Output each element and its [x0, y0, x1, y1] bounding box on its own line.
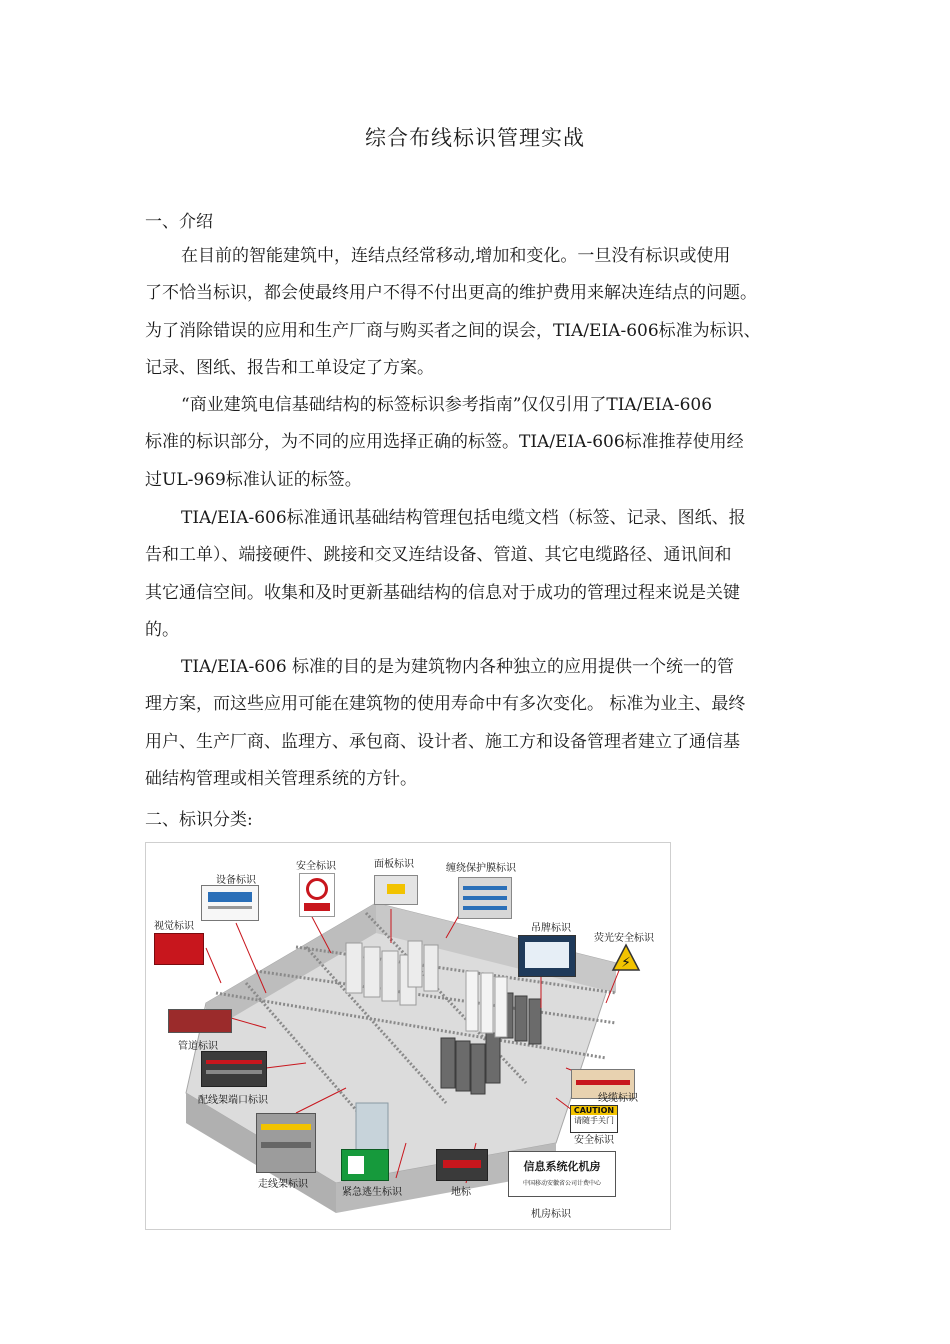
paragraph-line: 在目前的智能建筑中，连结点经常移动,增加和变化。一旦没有标识或使用: [181, 246, 731, 266]
fluorescent-warning-icon: [611, 943, 641, 973]
labeling-diagram-figure: [145, 842, 671, 1230]
paragraph-1: [145, 238, 817, 387]
paragraph-line: 为了消除错误的应用和生产厂商与购买者之间的误会，TIA/EIA-606标准为标识、: [145, 320, 761, 341]
paragraph-4: [145, 649, 817, 798]
paragraph-line: 标准的标识部分，为不同的应用选择正确的标签。TIA/EIA-606标准推荐使用经: [145, 432, 744, 453]
paragraph-line: 记录、图纸、报告和工单设定了方案。: [145, 357, 434, 378]
label-conduit: 管道标识: [178, 1041, 218, 1052]
label-safety-right: 安全标识: [574, 1135, 614, 1146]
paragraph-2: [145, 387, 817, 499]
room-sign-title: 信息系统化机房: [523, 1160, 601, 1173]
paragraph-line: 础结构管理或相关管理系统的方针。: [145, 768, 417, 789]
cable-protection-icon: [458, 877, 512, 919]
label-equipment: 设备标识: [216, 875, 256, 886]
paragraph-line: 用户、生产厂商、监理方、承包商、设计者、施工方和设备管理者建立了通信基: [145, 731, 740, 752]
paragraph-line: 理方案，而这些应用可能在建筑物的使用寿命中有多次变化。 标准为业主、最终: [145, 694, 746, 715]
svg-text:⚡: ⚡: [621, 955, 631, 971]
patch-panel-icon: [201, 1051, 267, 1087]
emergency-exit-icon: [341, 1149, 389, 1181]
panel-sign-icon: [374, 875, 418, 905]
caution-text: CAUTION: [571, 1106, 617, 1115]
paragraph-line: “商业建筑电信基础结构的标签标识参考指南”仅仅引用了TIA/EIA-606: [181, 395, 713, 415]
label-cable: 线缆标识: [598, 1093, 638, 1104]
label-cable-protect: 缠绕保护膜标识: [446, 863, 516, 874]
label-hanging: 吊牌标识: [531, 923, 571, 934]
section-heading-intro: 一、介绍: [145, 212, 213, 232]
label-escape: 紧急逃生标识: [342, 1187, 402, 1198]
hanging-sign-icon: [518, 935, 576, 977]
paragraph-line: TIA/EIA-606标准通讯基础结构管理包括电缆文档（标签、记录、图纸、报: [181, 508, 746, 528]
equipment-sign-icon: [201, 885, 259, 921]
cable-tray-sign-icon: [256, 1113, 316, 1173]
conduit-sign-icon: [168, 1009, 232, 1033]
label-floor: 地标: [451, 1187, 471, 1198]
safety-sign-icon: [299, 873, 335, 917]
paragraph-line: TIA/EIA-606 标准的目的是为建筑物内各种独立的应用提供一个统一的管: [181, 657, 735, 677]
paragraph-line: 告和工单）、端接硬件、跳接和交叉连结设备、管道、其它电缆路径、通讯间和: [145, 545, 732, 566]
section-heading-classification: 二、标识分类:: [145, 810, 253, 830]
label-room: 机房标识: [531, 1209, 571, 1220]
paragraph-3: [145, 500, 817, 649]
label-safety-top: 安全标识: [296, 861, 336, 872]
room-sign-subtitle: 中国移动安徽省公司计费中心: [522, 1180, 601, 1187]
paragraph-line: 的。: [145, 619, 179, 640]
caution-cn-text: 请随手关门: [574, 1116, 614, 1125]
visual-sign-icon: [154, 933, 204, 965]
caution-sign: [570, 1105, 618, 1133]
room-sign: [508, 1151, 616, 1197]
label-fluorescent: 荧光安全标识: [594, 933, 654, 944]
label-patch-port: 配线架端口标识: [198, 1095, 268, 1106]
label-panel: 面板标识: [374, 859, 414, 870]
paragraph-line: 其它通信空间。收集和及时更新基础结构的信息对于成功的管理过程来说是关键: [145, 582, 740, 603]
label-visual: 视觉标识: [154, 921, 194, 932]
paragraph-line: 了不恰当标识，都会使最终用户不得不付出更高的维护费用来解决连结点的问题。: [145, 283, 757, 304]
label-tray: 走线架标识: [258, 1179, 308, 1190]
document-title: 综合布线标识管理实战: [365, 126, 585, 150]
paragraph-line: 过UL-969标准认证的标签。: [145, 469, 362, 490]
floor-marker-icon: [436, 1149, 488, 1181]
white-server-racks: [466, 971, 507, 1037]
